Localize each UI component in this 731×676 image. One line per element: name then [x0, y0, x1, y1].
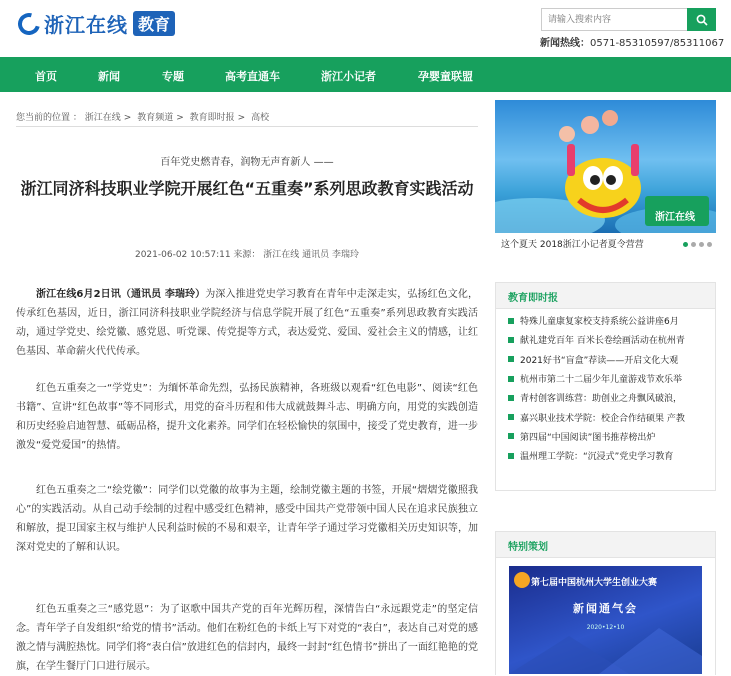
- bullet-icon: [508, 337, 514, 343]
- breadcrumb-prefix: 您当前的位置 ：: [16, 113, 82, 123]
- news-list-item[interactable]: 嘉兴职业技术学院：校企合作结硕果 产教: [496, 407, 715, 426]
- logo-tag: 教育: [133, 11, 175, 36]
- nav-gaokao[interactable]: 高考直通车: [225, 70, 280, 83]
- breadcrumb-item[interactable]: 浙江在线: [84, 113, 121, 123]
- news-list-item[interactable]: 青村创客训练营：助创业之舟飘风破浪，: [496, 388, 715, 407]
- carousel-dot[interactable]: [691, 242, 696, 247]
- logo-mark-icon: [14, 8, 44, 38]
- special-box-title: 特别策划: [496, 532, 715, 558]
- breadcrumb: 您当前的位置 ： 浙江在线 > 教育频道 > 教育即时报 > 高校: [16, 113, 270, 123]
- search-bar: [541, 8, 716, 31]
- breadcrumb-item[interactable]: 教育即时报: [189, 113, 235, 123]
- breadcrumb-item[interactable]: 高校: [251, 113, 270, 123]
- article-title: 浙江同济科技职业学院开展红色“五重奏”系列思政教育实践活动: [20, 179, 474, 198]
- news-list: [496, 309, 715, 467]
- nav-topics[interactable]: 专题: [162, 70, 184, 83]
- bullet-icon: [508, 433, 514, 439]
- carousel-dot[interactable]: [683, 242, 688, 247]
- news-list-item[interactable]: 第四届“中国阅读”图书推荐榜出炉: [496, 427, 715, 446]
- article-paragraph: 红色五重奏之二“绘党徽”：同学们以党徽的故事为主题，绘制党徽主题的书签，开展“熠熠党徽照我心”的实践活动。从自己动手绘制的过程中感受红色精神，感受中国共产党带领中国人民在追求民族独立和解放，提卫国家主权与维护人民利益时候的不易和艰辛，让青年学子通过学习党徽相关历史知识等，加深对党史的了解和认识。: [16, 485, 478, 553]
- hotline-number: 0571-85310597/85311067: [590, 38, 725, 49]
- bullet-icon: [508, 376, 514, 382]
- site-logo[interactable]: [18, 9, 175, 38]
- bullet-icon: [508, 395, 514, 401]
- news-box-title: 教育即时报: [496, 283, 715, 309]
- main-nav: [0, 57, 731, 92]
- article-paragraph: 红色五重奏之一“学党史”：为缅怀革命先烈，弘扬民族精神，各班级以观看“红色电影”、阅读“红色书籍”、宣讲“红色故事”等不同形式，用党的奋斗历程和伟大成就鼓舞斗志、明确方向，用党的实践创造和历史经验启迪智慧、砥砺品格，提升文化素养。同学们在轻松愉快的氛围中，接受了党史教育，进一步激发“爱党爱国”的热情。: [16, 383, 478, 451]
- banner-watermark: 浙江在线: [655, 212, 695, 223]
- search-input[interactable]: [541, 8, 687, 31]
- site-header: [0, 0, 731, 57]
- news-box: [495, 282, 716, 491]
- bullet-icon: [508, 414, 514, 420]
- carousel-dot[interactable]: [699, 242, 704, 247]
- hotline-label: 新闻热线：: [540, 38, 590, 49]
- banner-image: [495, 100, 716, 233]
- nav-home[interactable]: 首页: [35, 70, 57, 83]
- nav-young-reporter[interactable]: 浙江小记者: [321, 70, 376, 83]
- article-kicker: 百年党史燃青春，润物无声育新人 ——: [160, 157, 334, 168]
- news-list-item[interactable]: 献礼建党百年 百米长卷绘画活动在杭州青: [496, 330, 715, 349]
- promo-date: 2020•12•10: [586, 624, 625, 631]
- carousel-dots: [683, 242, 712, 247]
- news-hotline: [540, 34, 724, 49]
- breadcrumb-item[interactable]: 教育频道: [137, 113, 174, 123]
- logo-text: 浙江在线: [44, 13, 128, 37]
- nav-news[interactable]: 新闻: [98, 70, 120, 83]
- article-paragraph: 浙江在线6月2日讯（通讯员 李瑞玲）为深入推进党史学习教育在青年中走深走实，弘扬红色文化，传承红色基因，近日，浙江同济科技职业学院经济与信息学院开展了红色“五重奏”系列思政教育实践活动，通过学党史、绘党徽、感党恩、听党课、传党提等方式，表达爱党、爱国、爱社会主义的情感，让红色基因、革命薪火代代传承。: [16, 289, 478, 357]
- article-paragraph: 红色五重奏之三“感党恩”：为了讴歌中国共产党的百年光辉历程，深情告白“永远跟党走”的坚定信念。青年学子自发组织“给党的情书”活动。他们在粉红色的卡纸上写下对党的“表白”，表达自己对党的感激之情与满腔热忱。同学们将“表白信”放进红色的信封内，最终一封封“红色情书”拼出了一面红艳艳的党旗，在学生餐厅门口进行展示。: [16, 604, 478, 672]
- banner-caption: [495, 233, 716, 257]
- search-button[interactable]: [687, 8, 716, 31]
- news-list-item[interactable]: 杭州市第二十二届少年儿童游戏节欢乐举: [496, 369, 715, 388]
- nav-mother-baby[interactable]: 孕婴童联盟: [418, 70, 473, 83]
- promo-title: 第七届中国杭州大学生创业大赛: [531, 578, 658, 588]
- bullet-icon: [508, 453, 514, 459]
- breadcrumb-divider: [16, 126, 478, 127]
- banner-caption-text[interactable]: 这个夏天 2018浙江小记者夏令营营: [501, 240, 644, 250]
- bullet-icon: [508, 318, 514, 324]
- article-lead: 浙江在线6月2日讯（通讯员 李瑞玲）: [36, 289, 206, 300]
- sidebar-banner[interactable]: [495, 100, 716, 257]
- news-list-item[interactable]: 特殊儿童康复家校支持系统公益讲座6月: [496, 311, 715, 330]
- search-icon: [696, 14, 708, 26]
- news-list-item[interactable]: 2021好书“盲盒”荐读——开启文化大观: [496, 350, 715, 369]
- carousel-dot[interactable]: [707, 242, 712, 247]
- promo-subtitle: 新闻通气会: [573, 602, 638, 615]
- bullet-icon: [508, 356, 514, 362]
- article-meta: 2021-06-02 10:57:11 来源： 浙江在线 通讯员 李瑞玲: [134, 250, 360, 260]
- special-promo-image[interactable]: [509, 566, 702, 674]
- news-list-item[interactable]: 温州理工学院：“沉浸式”党史学习教育: [496, 446, 715, 465]
